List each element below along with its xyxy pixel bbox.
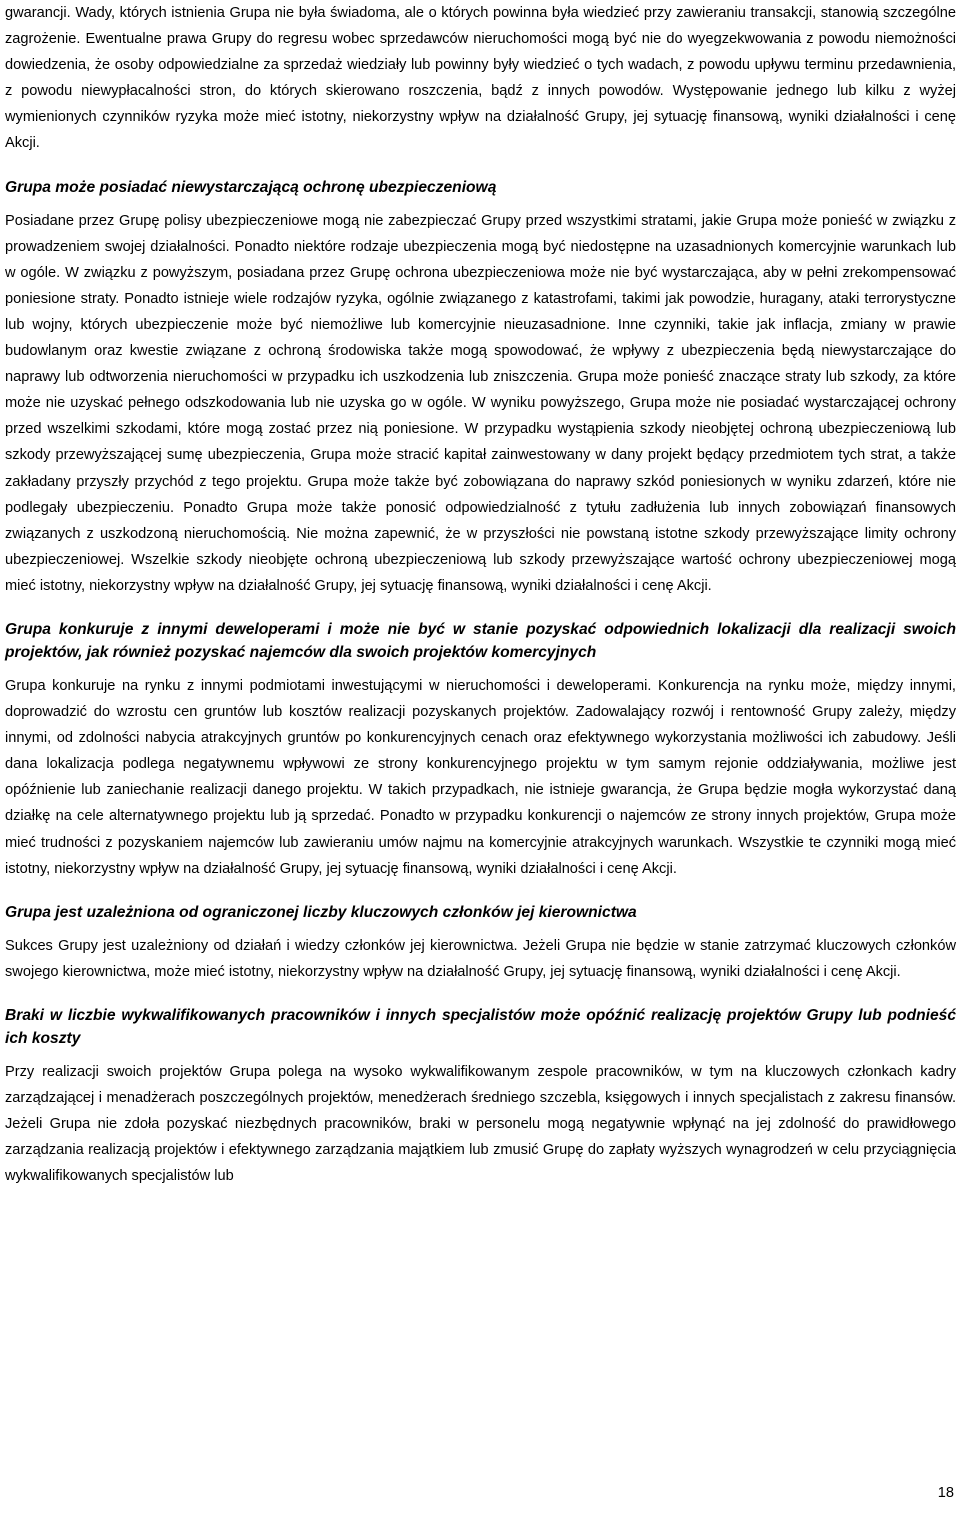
- paragraph-staff-shortage: Przy realizacji swoich projektów Grupa polega na wysoko wykwalifikowanym zespole pracowników, w tym na kluczowych członkach kadry zarządzającej i menadżerach poszczególnych projektów, menedżerach średniego szczebla, księgowych i innych specjalistach z zakresu finansów. Jeżeli Grupa nie zdoła pozyskać niezbędnych pracowników, braki w personelu mogą negatywnie wpłynąć na jej zdolność do prawidłowego zarządzania realizacją projektów i efektywnego zarządzania majątkiem lub zmusić Grupę do zapłaty wyższych wynagrodzeń w celu przyciągnięcia wykwalifikowanych specjalistów lub: [5, 1063, 956, 1185]
- document-page: [5, 0, 956, 1189]
- heading-management: Grupa jest uzależniona od ograniczonej liczby kluczowych członków jej kierownictwa: [5, 903, 637, 921]
- paragraph-hidden-defects: gwarancji. Wady, których istnienia Grupa nie była świadoma, ale o których powinna była wiedzieć przy zawieraniu transakcji, stanowią szczególne zagrożenie. Ewentualne prawa Grupy do regresu wobec sprzedawców nieruchomości mogą być nie do wyegzekwowania z powodu niemożności dowiedzenia, że osoby odpowiedzialne za sprzedaż wiedziały lub powinny były wiedzieć o tych wadach, z powodu upływu terminu przedawnienia, z powodu niewypłacalności stron, do których skierowano roszczenia, bądź z innych powodów. Występowanie jednego lub kilku z wyżej wymienionych czynników ryzyka może mieć istotny, niekorzystny wpływ na działalność Grupy, jej sytuację finansową, wyniki działalności i cenę Akcji.: [5, 5, 956, 152]
- paragraph-management: Sukces Grupy jest uzależniony od działań i wiedzy członków jej kierownictwa. Jeżeli Grupa nie będzie w stanie zatrzymać kluczowych członków swojego kierownictwa, może mieć istotny, niekorzystny wpływ na działalność Grupy, jej sytuację finansową, wyniki działalności i cenę Akcji.: [5, 937, 956, 980]
- heading-competition: Grupa konkuruje z innymi deweloperami i może nie być w stanie pozyskać odpowiednich lokalizacji dla realizacji swoich projektów, jak również pozyskać najemców dla swoich projektów komercyjnych: [5, 620, 956, 661]
- paragraph-insurance: Posiadane przez Grupę polisy ubezpieczeniowe mogą nie zabezpieczać Grupy przed wszystkimi stratami, jakie Grupa może ponieść w związku z prowadzeniem swojej działalności. Ponadto niektóre rodzaje ubezpieczenia mogą być niedostępne na uzasadnionych komercyjnie warunkach lub w ogóle. W związku z powyższym, posiadana przez Grupę ochrona ubezpieczeniowa może nie być wystarczająca, aby w pełni zrekompensować poniesione straty. Ponadto istnieje wiele rodzajów ryzyka, ogólnie związanego z katastrofami, takimi jak powodzie, huragany, ataki terrorystyczne lub wojny, których ubezpieczenie może być niemożliwe lub komercyjnie nieuzasadnione. Inne czynniki, takie jak inflacja, zmiany w prawie budowlanym oraz kwestie związane z ochroną środowiska także mogą spowodować, że wpływy z ubezpieczenia będą niewystarczające do naprawy lub odtworzenia nieruchomości w przypadku ich uszkodzenia lub zniszczenia. Grupa może ponieść znaczące straty lub szkody, za które może nie uzyskać pełnego odszkodowania lub nie uzyska go w ogóle. W wyniku powyższego, Grupa może nie posiadać wystarczającej ochrony przed wszelkimi szkodami, które mogą zostać przez nią poniesione. W przypadku wystąpienia szkody nieobjętej ochroną ubezpieczeniową lub szkody przewyższającej sumę ubezpieczenia, Grupa może stracić kapitał zainwestowany w dany projekt będący przedmiotem tych strat, a także zakładany przyszły przychód z tego projektu. Grupa może także być zobowiązana do naprawy szkód poniesionych w wyniku zdarzeń, które nie podlegały ubezpieczeniu. Ponadto Grupa może także ponosić odpowiedzialność z tytułu zadłużenia lub innych zobowiązań finansowych związanych z uszkodzoną nieruchomością. Nie można zapewnić, że w przyszłości nie powstaną istotne szkody przewyższające limity ochrony ubezpieczeniowej. Wszelkie szkody nieobjęte ochroną ubezpieczeniową lub szkody przewyższające wartość ochrony ubezpieczeniowej mogą mieć istotny, niekorzystny wpływ na działalność Grupy, jej sytuację finansową, wyniki działalności i cenę Akcji.: [5, 212, 956, 594]
- heading-insurance: Grupa może posiadać niewystarczającą ochronę ubezpieczeniową: [5, 178, 497, 196]
- heading-staff-shortage: Braki w liczbie wykwalifikowanych pracowników i innych specjalistów może opóźnić realizację projektów Grupy lub podnieść ich koszty: [5, 1006, 956, 1047]
- paragraph-competition: Grupa konkuruje na rynku z innymi podmiotami inwestującymi w nieruchomości i deweloperami. Konkurencja na rynku może, między innymi, doprowadzić do wzrostu cen gruntów lub kosztów realizacji pozyskanych projektów. Zadowalający rozwój i rentowność Grupy zależy, między innymi, od zdolności nabycia atrakcyjnych gruntów po konkurencyjnych cenach oraz efektywnego wykorzystania możliwości ich zabudowy. Jeśli dana lokalizacja podlega negatywnemu wpływowi ze strony konkurencyjnego projektu w tym samym rejonie oddziaływania, możliwe jest opóźnienie lub zaniechanie realizacji danego projektu. W takich przypadkach, nie istnieje gwarancja, że Grupa będzie mogła wykorzystać daną działkę na cele alternatywnego projektu lub ją sprzedać. Ponadto w przypadku konkurencji o najemców ze strony innych projektów, Grupa może mieć trudności z pozyskaniem najemców lub zawieraniu umów najmu na komercyjnie atrakcyjnych warunkach. Wszystkie te czynniki mogą mieć istotny, niekorzystny wpływ na działalność Grupy, jej sytuację finansową, wyniki działalności i cenę Akcji.: [5, 677, 956, 877]
- page-number: 18: [937, 1485, 954, 1501]
